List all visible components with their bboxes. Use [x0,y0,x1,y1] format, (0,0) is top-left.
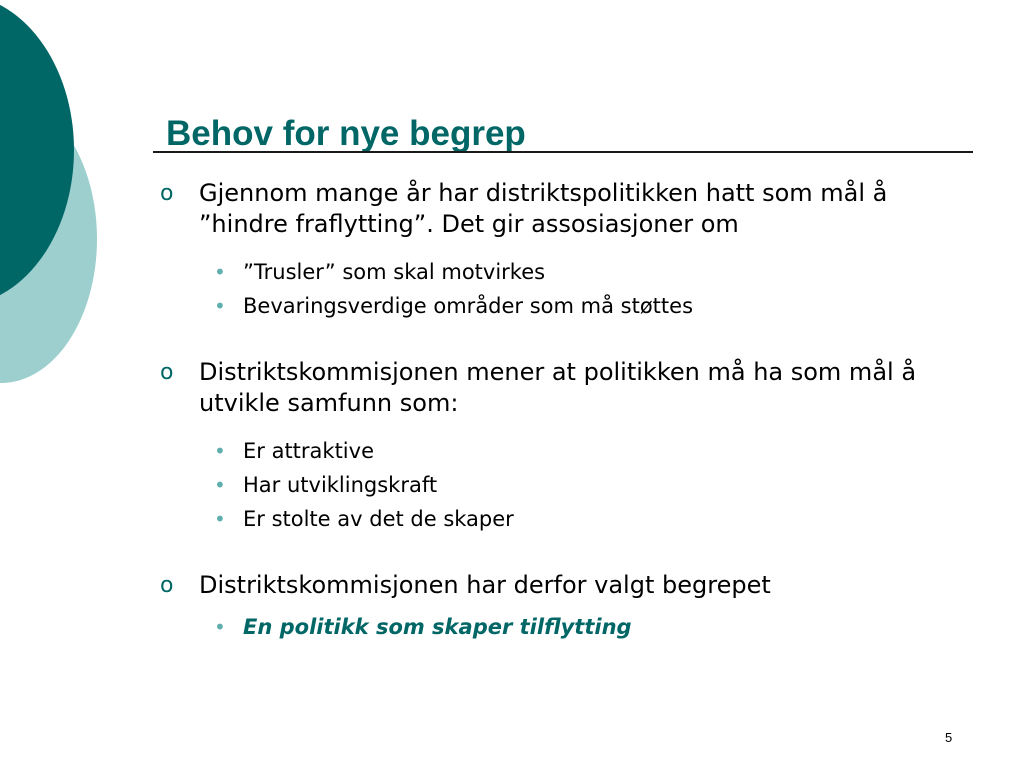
title-underline [153,151,973,153]
sub-bullet-marker: • [214,439,226,463]
sub-bullet-item [158,502,958,536]
bullet-text: Distriktskommisjonen har derfor valgt begrepet [199,571,771,599]
bullet-text: Distriktskommisjonen mener at politikken må ha som mål å utvikle samfunn som: [199,358,917,417]
sub-bullet-marker: • [214,260,226,284]
sub-bullet-text: Har utviklingskraft [243,473,438,497]
sub-bullet-item [158,434,958,468]
slide-title: Behov for nye begrep [166,114,526,153]
bullet-item [158,178,958,240]
sub-bullet-item [158,610,958,644]
bullet-item [158,357,958,419]
sub-bullet-marker: • [214,507,226,531]
sub-bullet-marker: • [214,473,226,497]
sub-bullet-item [158,289,958,323]
sub-bullet-item [158,255,958,289]
sub-bullet-text: Bevaringsverdige områder som må støttes [243,294,694,318]
sub-bullet-text: Er stolte av det de skaper [243,507,514,531]
bullet-marker: o [160,360,174,385]
bullet-item [158,570,958,601]
sub-bullet-item [158,468,958,502]
bullet-marker: o [160,181,174,206]
page-number: 5 [945,730,953,745]
emphasized-sub-bullet-text: En politikk som skaper tilflytting [243,615,632,639]
sub-bullet-marker: • [214,615,226,639]
sub-bullet-text: Er attraktive [243,439,374,463]
bullet-list [158,178,958,644]
bullet-text: Gjennom mange år har distriktspolitikken hatt som mål å ”hindre fraflytting”. Det gir assosiasjoner om [199,179,888,238]
sub-bullet-marker: • [214,294,226,318]
sub-bullet-text: ”Trusler” som skal motvirkes [243,260,546,284]
bullet-marker: o [160,573,174,598]
